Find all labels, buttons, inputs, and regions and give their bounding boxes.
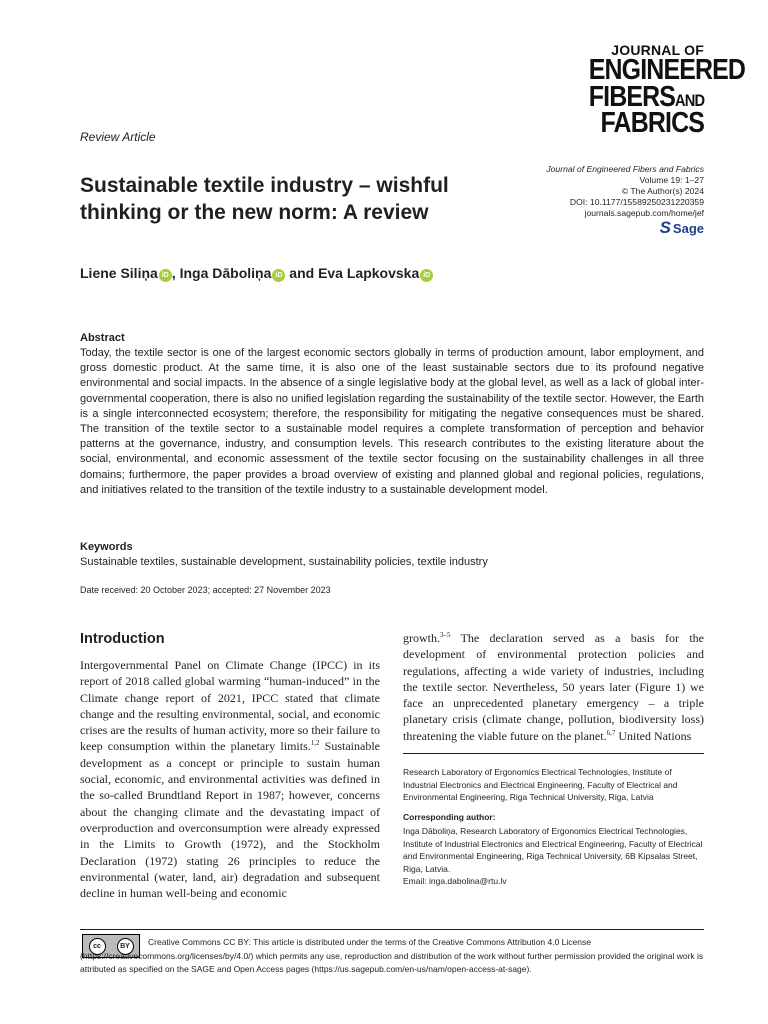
author-list bbox=[80, 265, 433, 282]
affiliation: Research Laboratory of Ergonomics Electrical Technologies, Institute of Industrial Electronics and Electrical Engineering, Faculty of Electrical and Environmental Engineering, Riga Technical University, Riga, Latvia bbox=[403, 767, 678, 803]
doi[interactable]: DOI: 10.1177/15589250231220359 bbox=[569, 197, 704, 207]
citation[interactable]: 3–5 bbox=[440, 631, 451, 639]
orcid-icon[interactable]: iD bbox=[272, 269, 285, 282]
corresponding-text: Inga Dāboliņa, Research Laboratory of Ergonomics Electrical Technologies, Institute of Industrial Electronics and Electrical Engineering, Faculty of Electrical and Environmental Engineering, Riga Technical University, 6B Kipsalas Street, Riga, Latvia. bbox=[403, 826, 703, 874]
by-icon: BY bbox=[117, 938, 134, 955]
logo-line-3a: FIBERS bbox=[588, 80, 676, 113]
volume: Volume 19: 1–27 bbox=[639, 175, 704, 185]
citation[interactable]: 6,7 bbox=[606, 728, 616, 737]
corresponding-heading: Corresponding author: bbox=[403, 812, 496, 822]
logo-line-1: JOURNAL OF bbox=[611, 42, 704, 58]
author-1: Liene Siliņa bbox=[80, 265, 158, 281]
license-text bbox=[80, 936, 704, 977]
logo-line-3 bbox=[588, 80, 705, 113]
journal-meta bbox=[520, 164, 704, 219]
journal-url[interactable]: journals.sagepub.com/home/jef bbox=[584, 208, 704, 218]
intro-text: United Nations bbox=[615, 728, 692, 743]
logo-line-3b: AND bbox=[675, 90, 705, 110]
keywords-heading: Keywords bbox=[80, 541, 133, 553]
publisher-name: Sage bbox=[672, 221, 704, 236]
corresponding-email[interactable]: Email: inga.dabolina@rtu.lv bbox=[403, 876, 507, 887]
orcid-icon[interactable]: iD bbox=[420, 269, 433, 282]
intro-text: growth. bbox=[403, 631, 440, 645]
cc-icon: cc bbox=[89, 938, 106, 955]
intro-text: Intergovernmental Panel on Climate Change (IPCC) in its report of 2018 called global warming “human-induced” in the Climate change report of 2021, IPCC stated that climate change and the resulting environmental, social, and economic crises are the results of human activity, more so their failure to keep consumption within the planetary limits. bbox=[80, 658, 380, 754]
article-type: Review Article bbox=[80, 130, 156, 144]
abstract-text: Today, the textile sector is one of the largest economic sectors globally in terms of production amount, labor employment, and gross domestic product. At the same time, it is also one of the least sustainable sectors due to its profound negative environmental and social impacts. In the absence of a single legislative body at the global level, as well as a lack of global inter-governmental cooperation, there is also no unified legislation regarding the sustainability of the textile sector. However, the Earth is a single interconnected ecosystem; therefore, the responsibility for mitigating the negative consequences must be shared. The transition of the textile sector to a sustainable model requires a complete transformation of perception and behavior patterns at the governance, industry, and consumption levels. This research contributes to the existing literature about the social, environmental, and economic assessment of the textile sector focusing on the sustainability challenges in all three domains; furthermore, the paper provides a broad overview of existing and planned global and regional policies, regulations, and initiatives related to the transition of the textile industry to a sustainable development model. bbox=[80, 347, 704, 496]
intro-column-1 bbox=[80, 657, 380, 901]
article-title: Sustainable textile industry – wishful thinking or the new norm: A review bbox=[80, 174, 449, 224]
intro-text: Sustainable development as a concept or principle to sustain human social, economic, and environmental activities was defined in the so-called Brundtland Report in 1987; however, concerns about the changing climate and the devastating impact of overproduction and overconsumption were already expressed in the Limits to Growth (1972), and the Stockholm Declaration (1972) stating 26 principles to reduce the environmental (water, land, air) degradation and subsequent decline in human well-being and economic bbox=[80, 739, 380, 901]
sage-icon: S bbox=[659, 218, 671, 237]
orcid-icon[interactable]: iD bbox=[159, 269, 172, 282]
citation[interactable]: 1,2 bbox=[310, 739, 320, 748]
author-2: Inga Dāboliņa bbox=[179, 265, 272, 281]
author-3: Eva Lapkovska bbox=[318, 265, 420, 281]
abstract-heading: Abstract bbox=[80, 332, 125, 344]
author-separator: , bbox=[171, 265, 180, 281]
intro-heading: Introduction bbox=[80, 631, 165, 647]
keywords-text: Sustainable textiles, sustainable development, sustainability policies, textile industry bbox=[80, 556, 488, 568]
license-divider bbox=[80, 929, 704, 930]
intro-text: The declaration served as a basis for the development of environmental protection policies and regulations, affecting a wide variety of industries, including the textile sector. Nevertheless, 50 years later (Figure 1) we face an unprecedented planetary emergency – a triple planetary crisis (climate change, pollution, biodiversity loss) threatening the viable future on the planet. bbox=[403, 631, 704, 743]
publisher-logo bbox=[620, 218, 704, 238]
affiliation-divider bbox=[403, 753, 704, 754]
intro-column-2 bbox=[403, 630, 704, 744]
dates-line: Date received: 20 October 2023; accepted: 27 November 2023 bbox=[80, 585, 331, 595]
logo-line-2: ENGINEERED bbox=[588, 53, 746, 86]
copyright: © The Author(s) 2024 bbox=[621, 186, 704, 196]
logo-line-4: FABRICS bbox=[600, 107, 704, 140]
journal-logo bbox=[570, 42, 746, 140]
author-and: and bbox=[285, 265, 319, 281]
license-body: Creative Commons CC BY: This article is distributed under the terms of the Creative Commons Attribution 4.0 License (https://creativecommons.org/licenses/by/4.0/) which permits any use, reproduction and distribution of the work without further permission provided the original work is attributed as specified on the SAGE and Open Access pages (https://us.sagepub.com/en-us/nam/open-access-at-sage). bbox=[80, 937, 704, 974]
corresponding-author bbox=[403, 825, 704, 888]
journal-name: Journal of Engineered Fibers and Fabrics bbox=[546, 164, 704, 174]
